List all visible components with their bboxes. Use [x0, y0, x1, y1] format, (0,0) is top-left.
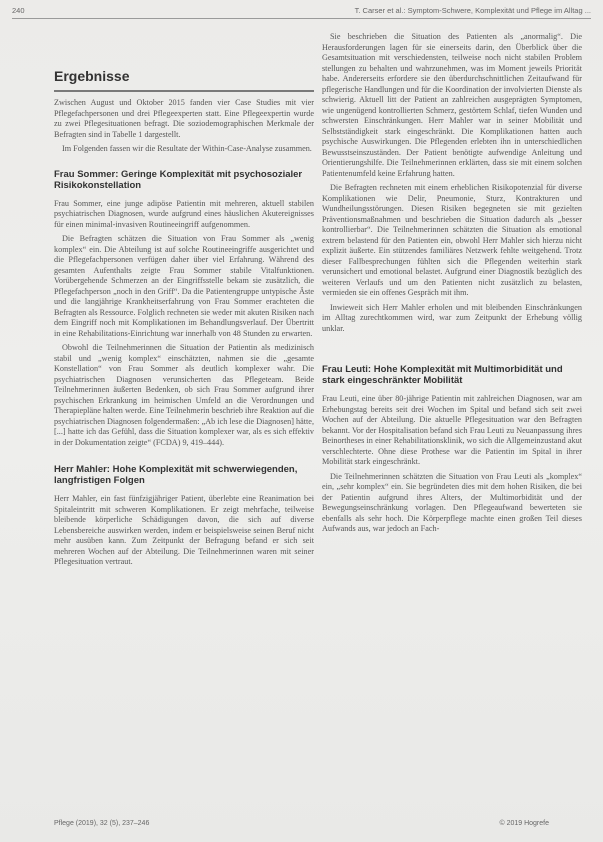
subheading-mahler: Herr Mahler: Hohe Komplexität mit schwerwiegenden, langfristigen Folgen [54, 464, 298, 486]
page-number: 240 [12, 6, 25, 15]
paragraph: Frau Sommer, eine junge adipöse Patientin mit mehreren, aktuell stabilen psychiatrischen Diagnosen, wurde aufgrund eines häuslichen Akutereignisses für einen minimal-invasiven Routineeingriff aufgenommen. [54, 198, 314, 229]
left-column [54, 32, 314, 572]
header-rule [12, 18, 591, 19]
paragraph: Die Teilnehmerinnen schätzten die Situation von Frau Leuti als „komplex“ ein, „sehr komplex“ ein. Sie begründeten dies mit dem hohen Risiken, die bei der Patientin aufgrund ihres Alters, der Multimorbidität und der Bewegungseinschränkung vorlagen. Den Pflegeaufwand bewerteten sie ebenfalls als sehr hoch. Die Körperpflege machte einen großen Teil dieses Aufwands aus, war jedoch an Fach- [322, 471, 582, 533]
subheading-leuti: Frau Leuti: Hohe Komplexität mit Multimorbidität und stark eingeschränkter Mobilität [322, 364, 563, 386]
subheading-sommer: Frau Sommer: Geringe Komplexität mit psychosozialer Risikokonstellation [54, 168, 303, 191]
section-title: Ergebnisse [54, 68, 130, 84]
paragraph: Zwischen August und Oktober 2015 fanden vier Case Studies mit vier Pflegefachpersonen und drei Pflegeexperten statt. Eine Pflegeexpertin wurde zu zwei Pflegesituationen befragt. Die soziodemographischen Merkmale der Befragten sind in Tabelle 1 dargestellt. [54, 98, 314, 139]
paragraph: Die Befragten rechneten mit einem erheblichen Risikopotenzial für diverse Komplikationen wie Delir, Pneumonie, Sturz, Kontrakturen und Wundheilungsstörungen. Diesen Risiken begegneten sie mit gezielten Präventionsmaßnahmen und beschrieben die Situation dadurch als „besser kontrollierbar“. Die Teilnehmerinnen schätzten die Situation als emotional extrem belastend für den Patienten ein, obwohl Herr Mahler sich hierzu nicht explizit äußerte. Ein stützendes familiäres Netzwerk fehlte weitgehend. Trotz dieser Fallbesprechungen fühlten sich die Pflegenden weiterhin stark verunsichert und emotional belastet. Aufgrund einer Diagnostik bezüglich des weiteren Verlaufs und um den Patienten nicht zusätzlich zu belasten, vermieden sie ein offenes Gespräch mit ihm. [322, 183, 582, 297]
footer-publisher: © 2019 Hogrefe [499, 820, 549, 827]
right-column [322, 32, 582, 539]
footer-citation: Pflege (2019), 32 (5), 237–246 [54, 820, 150, 827]
section-rule [54, 90, 314, 92]
running-head [12, 4, 591, 18]
paragraph: Inwieweit sich Herr Mahler erholen und mit bleibenden Einschränkungen im Alltag zurechtkommen wird, war zum Zeitpunkt der Erhebung völlig unklar. [322, 302, 582, 333]
paragraph: Im Folgenden fassen wir die Resultate der Within-Case-Analyse zusammen. [62, 144, 312, 153]
running-title: T. Carser et al.: Symptom-Schwere, Komplexität und Pflege im Alltag ... [354, 6, 591, 15]
paragraph: Die Befragten schätzen die Situation von Frau Sommer als „wenig komplex“ ein. Die Abteilung ist auf solche Routineeingriffe ausgerichtet und die Pflegefachpersonen verfügen daher über viel Erfahrung. Während des gesamten Aufenthalts zeigte Frau Sommer stabile Vitalfunktionen. Vorübergehende Schmerzen an der Eingriffsstelle bekam sie zusätzlich, die Pflegefachperson „noch in den Griff“. Da die Patientengruppe untypische Äste und die langjährige Krankheitserfahrung von Frau Sommer erachteten die Befragten als Ressource. Folglich rechneten sie weder mit akuten Risiken nach dem Eingriff noch mit Komplikationen im Behandlungsverlauf. Der Übertritt in eine Rehabilitations-Einrichtung war innerhalb von 48 Stunden zu erwarten. [54, 234, 314, 338]
paragraph: Obwohl die Teilnehmerinnen die Situation der Patientin als medizinisch stabil und „wenig komplex“ einschätzten, nahmen sie die „gesamte Konstellation“ von Frau Sommer als deutlich komplexer wahr. Die psychiatrischen Diagnosen verunsicherten das Pflegeteam. Beide Teilnehmerinnen äußerten Bedenken, ob sich Frau Sommer aufgrund ihrer psychischen Erkrankung im heimischen Umfeld an die Verordnungen und Therapiepläne halten werde. Eine Teilnehmerin beschrieb ihre Reaktion auf die psychiatrischen Diagnosen folgendermaßen: „Ab ich lese die Diagnosen] hätte, [...] hatte ich das Gefühl, dass die Situation komplexer war, als es sich effektiv in der Dokumentation zeigte“ (FCDA) 9, 419–444). [54, 343, 314, 447]
paragraph: Herr Mahler, ein fast fünfzigjähriger Patient, überlebte eine Reanimation bei Spitaleintritt mit schweren Komplikationen. Er zeigt mehrfache, teilweise bleibende körperliche Schädigungen davon, die sich auf diverse Lebensbereiche auswirken werden, indem er beispielsweise seinen Beruf nicht mehr ausüben kann. Zum Zeitpunkt der Befragung befand er sich seit mehreren Wochen auf der Abteilung. Die Teilnehmerinnen waren mit seiner Pflegesituation vertraut. [54, 494, 314, 566]
paragraph: Frau Leuti, eine über 80-jährige Patientin mit zahlreichen Diagnosen, war am Erhebungstag bereits seit drei Wochen im Spital und befand sich seit zwei Wochen auf der Abteilung. Die aktuelle Pflegesituation war den Befragten bekannt. Vor der Hospitalisation befand sich Frau Leuti zu Neuanpassung ihres Beinortheses in einer Rehabilitationsklinik, wo sich die Allgemeinzustand akut verschlechterte. Ohne diese Prothese war die Patientin im Spital in ihrer Mobilität stark eingeschränkt. [322, 394, 582, 466]
paragraph: Sie beschrieben die Situation des Patienten als „anormalig“. Die Herausforderungen lagen für sie einerseits darin, den Überblick über die Gesamtsituation mit verschiedensten, teilweise noch nicht stabilen Problem stellungen zu behalten und wahrzunehmen, was im Moment jeweils Priorität habe. Andererseits erfordere sie den überdurchschnittlichen Zeitaufwand für pflegerische Handlungen und für die Koordination der involvierten Dienste als schwierig. Aktuell litt der Patient an zahlreichen ausgeprägten Symptomen, wie ungenügend kontrollierten Schmerz, gestörtem Schlaf, tiefen Wunden und schwersten Einschränkungen. Herr Mahler war in seiner Mobilität und Selbstständigkeit stark eingeschränkt. Die Komplikationen hatten auch psychische Auswirkungen. Die Pflegenden erlebten ihn in unterschiedlichen Bewusstseinszuständen. Der Patient benötigte aufwendige Anleitung und Orientierungshilfe. Die Teilnehmerinnen erklärten, dass sie mit einem solchen Patientenumfeld keine Erfahrung hatten. [322, 32, 582, 178]
page-footer [54, 820, 549, 832]
